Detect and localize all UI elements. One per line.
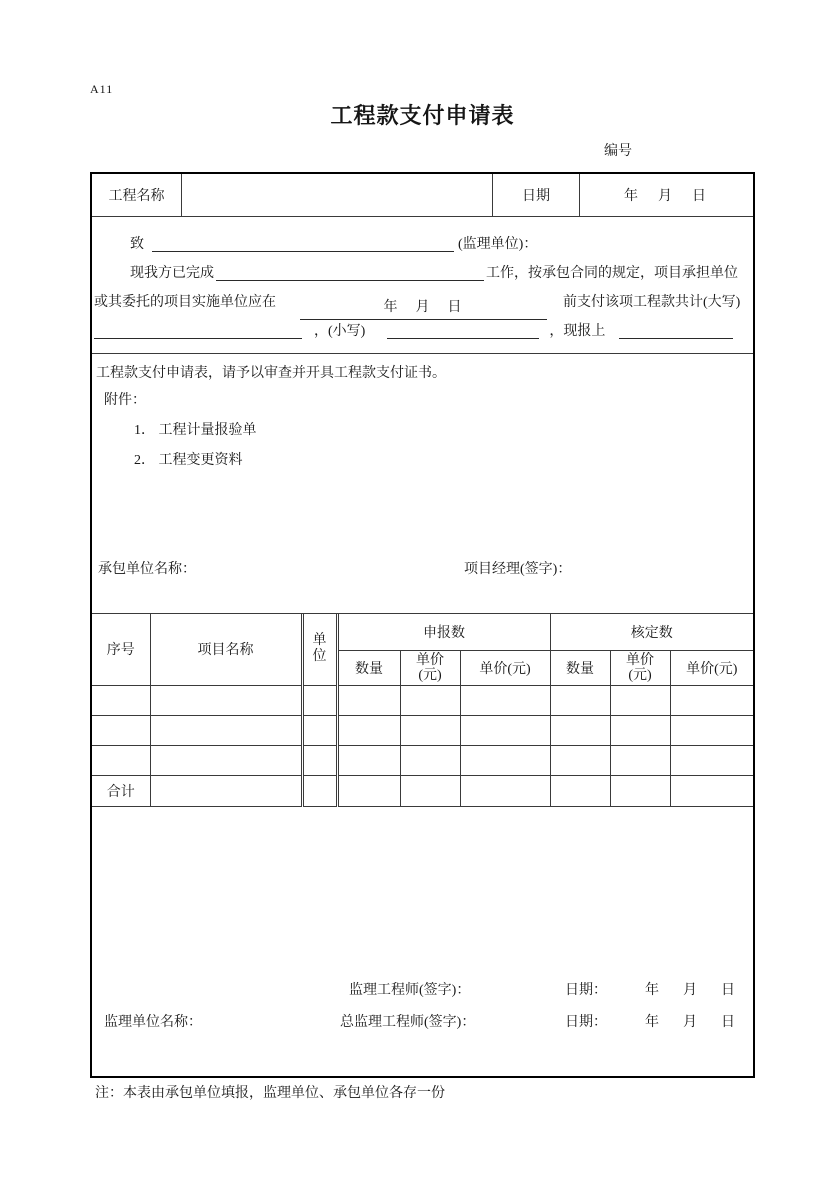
unit-header: 单位 — [302, 614, 337, 685]
line3-prefix: 或其委托的项目实施单位应在 — [94, 295, 276, 310]
table-cell[interactable] — [550, 775, 610, 806]
declared-amount-header: 单价(元) — [460, 650, 550, 685]
paragraph-line-2 — [92, 259, 753, 288]
number-label: 编号 — [604, 144, 632, 159]
supervisor-date-label: 日期： — [565, 982, 607, 998]
table-cell[interactable] — [550, 685, 610, 715]
chief-date-label: 日期： — [565, 1014, 607, 1030]
table-cell[interactable] — [670, 775, 753, 806]
application-paragraph — [92, 217, 753, 354]
table-cell[interactable] — [337, 775, 400, 806]
total-row — [92, 775, 753, 806]
table-cell[interactable] — [610, 715, 670, 745]
date-label: 日期 — [493, 174, 580, 216]
approved-unit-price-header: 单价 (元) — [610, 650, 670, 685]
table-cell[interactable] — [92, 685, 150, 715]
table-cell[interactable] — [150, 715, 302, 745]
declared-header: 申报数 — [337, 614, 550, 650]
chief-supervisor-sign-label: 总监理工程师(签字)： — [340, 1014, 476, 1030]
table-cell[interactable] — [460, 775, 550, 806]
table-cell[interactable] — [400, 715, 460, 745]
paragraph-line-4 — [92, 317, 753, 346]
amount-figures-blank[interactable] — [387, 319, 539, 339]
table-cell[interactable] — [302, 715, 337, 745]
seq-header: 序号 — [92, 614, 150, 685]
line2-prefix: 现我方已完成 — [130, 266, 214, 281]
table-cell[interactable] — [670, 745, 753, 775]
report-blank[interactable] — [619, 319, 733, 339]
request-section — [92, 354, 753, 614]
table-cell[interactable] — [302, 775, 337, 806]
table-cell[interactable] — [92, 745, 150, 775]
project-manager-label: 项目经理(签字)： — [464, 562, 572, 577]
table-cell[interactable] — [150, 685, 302, 715]
table-cell[interactable] — [400, 745, 460, 775]
supervision-unit-name-label: 监理单位名称： — [104, 1014, 202, 1030]
approved-qty-header: 数量 — [550, 650, 610, 685]
request-line: 工程款支付申请表，请予以审查并开具工程款支付证书。 — [96, 366, 446, 381]
table-cell[interactable] — [610, 745, 670, 775]
footer-note: 注：本表由承包单位填报，监理单位、承包单位各存一份 — [95, 1086, 445, 1101]
table-cell[interactable] — [670, 685, 753, 715]
contractor-signature-line — [92, 558, 753, 582]
page-title: 工程款支付申请表 — [330, 103, 515, 128]
supervisor-date-value[interactable]: 年 月 日 — [645, 982, 740, 998]
payment-items-table — [92, 614, 753, 807]
table-cell[interactable] — [550, 745, 610, 775]
table-cell[interactable] — [400, 685, 460, 715]
pay-before-date-blank[interactable]: 年 月 日 — [300, 295, 547, 320]
table-cell[interactable] — [670, 715, 753, 745]
declared-qty-header: 数量 — [337, 650, 400, 685]
line4-mid1: ，(小写) — [314, 324, 366, 339]
table-cell[interactable] — [150, 775, 302, 806]
payment-application-form — [90, 172, 755, 1078]
table-row — [92, 685, 753, 715]
table-cell[interactable] — [610, 775, 670, 806]
table-cell[interactable] — [302, 745, 337, 775]
table-cell[interactable] — [610, 685, 670, 715]
line1-prefix: 致 — [130, 237, 144, 252]
approved-amount-header: 单价(元) — [670, 650, 753, 685]
amount-words-blank[interactable] — [94, 319, 302, 339]
table-cell[interactable] — [460, 745, 550, 775]
table-cell[interactable] — [400, 775, 460, 806]
form-code: A11 — [90, 82, 114, 96]
table-cell[interactable] — [337, 685, 400, 715]
line4-mid2: ，现报上 — [549, 324, 606, 339]
line1-suffix: (监理单位)： — [458, 237, 538, 252]
table-cell[interactable] — [302, 685, 337, 715]
line2-suffix: 工作，按承包合同的规定，项目承担单位 — [486, 266, 738, 281]
item-name-header: 项目名称 — [150, 614, 302, 685]
contractor-name-label: 承包单位名称： — [98, 562, 196, 577]
chief-date-value[interactable]: 年 月 日 — [645, 1014, 740, 1030]
supervisor-sign-label: 监理工程师(签字)： — [349, 982, 471, 998]
table-cell[interactable] — [150, 745, 302, 775]
table-row — [92, 715, 753, 745]
table-row — [92, 745, 753, 775]
attachment-item-2: 2． 工程变更资料 — [134, 453, 243, 468]
table-cell[interactable] — [337, 745, 400, 775]
table-cell[interactable] — [550, 715, 610, 745]
completed-work-blank[interactable] — [216, 261, 484, 281]
project-name-field[interactable] — [182, 174, 493, 216]
date-value[interactable]: 年 月 日 — [624, 189, 709, 204]
table-cell[interactable] — [460, 715, 550, 745]
supervision-signature-section — [92, 807, 753, 1070]
paragraph-line-1 — [92, 230, 753, 259]
table-cell[interactable] — [337, 715, 400, 745]
supervision-unit-blank[interactable] — [152, 232, 454, 252]
line3-suffix: 前支付该项工程款共计(大写) — [563, 295, 741, 310]
declared-unit-price-header: 单价 (元) — [400, 650, 460, 685]
approved-header: 核定数 — [550, 614, 753, 650]
attachment-item-1: 1． 工程计量报验单 — [134, 423, 257, 438]
table-cell[interactable] — [92, 715, 150, 745]
table-cell[interactable] — [460, 685, 550, 715]
attachments-label: 附件： — [104, 393, 146, 408]
header-row — [92, 174, 753, 217]
total-label: 合计 — [92, 775, 150, 806]
project-name-label: 工程名称 — [92, 174, 182, 216]
paragraph-line-3 — [92, 288, 753, 317]
